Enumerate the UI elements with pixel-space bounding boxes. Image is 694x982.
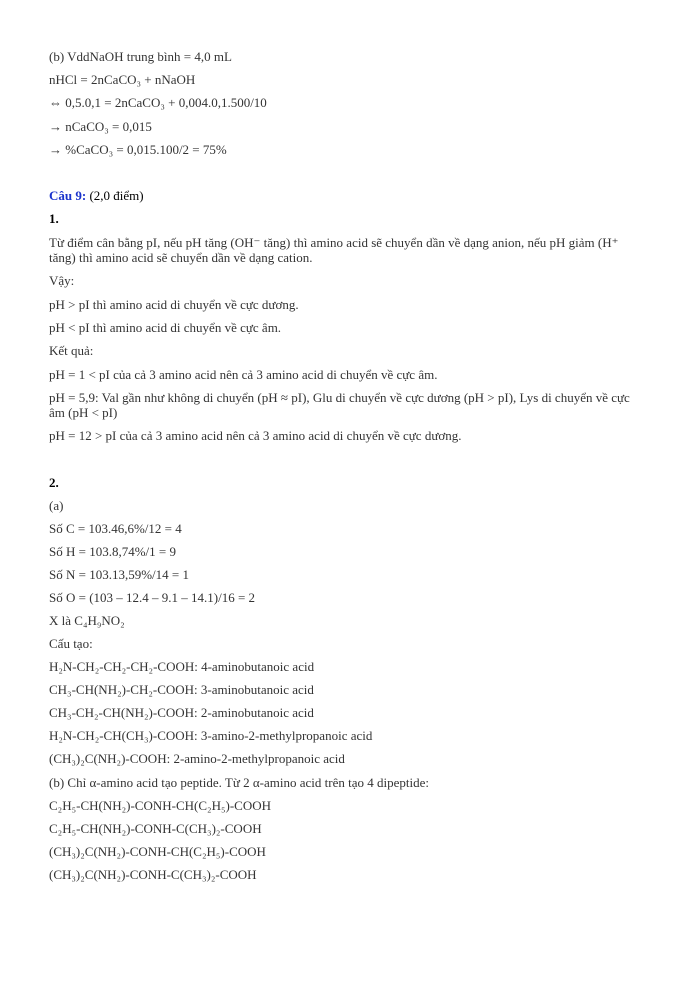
paragraph: pH = 5,9: Val gần như không di chuyển (pH ≈ pI), Glu di chuyển về cực dương (pH > pI), Lys di chuyển về cực âm (pH < pI) — [49, 390, 630, 420]
question-heading — [49, 188, 649, 204]
question-points: (2,0 điểm) — [86, 188, 144, 203]
paragraph: Từ điểm cân bằng pI, nếu pH tăng (OH⁻ tăng) thì amino acid sẽ chuyển dần về dạng anion, nếu pH giảm (H⁺ tăng) thì amino acid sẽ chuyển dần về dạng cation. — [49, 235, 619, 265]
dipeptide-line: C₂H₅-CH(NH₂)-CONH-C(CH₃)₂-COOH — [49, 821, 262, 836]
text-line: pH < pI thì amino acid di chuyển về cực âm. — [49, 320, 282, 335]
text-line: Vậy: — [49, 273, 75, 288]
text-line: X là C₄H₉NO₂ — [49, 613, 125, 628]
structure-line: H₂N-CH₂-CH₂-CH₂-COOH: 4-aminobutanoic acid — [49, 659, 315, 674]
dipeptide-line: C₂H₅-CH(NH₂)-CONH-CH(C₂H₅)-COOH — [49, 798, 271, 813]
text-line: pH = 1 < pI của cả 3 amino acid nên cả 3 amino acid di chuyển về cực âm. — [49, 367, 438, 382]
structure-line: H₂N-CH₂-CH(CH₃)-COOH: 3-amino-2-methylpropanoic acid — [49, 728, 373, 743]
text-line: (b) Chỉ α-amino acid tạo peptide. Từ 2 α-amino acid trên tạo 4 dipeptide: — [49, 775, 429, 790]
dipeptide-line: (CH₃)₂C(NH₂)-CONH-C(CH₃)₂-COOH — [49, 867, 257, 882]
text-line: nHCl = 2nCaCO₃ + nNaOH — [49, 72, 196, 87]
structure-line: (CH₃)₂C(NH₂)-COOH: 2-amino-2-methylpropanoic acid — [49, 751, 345, 766]
text-line: (a) — [49, 498, 64, 513]
text-line: Số N = 103.13,59%/14 = 1 — [49, 567, 189, 582]
text-line: → nCaCO₃ = 0,015 — [49, 119, 152, 134]
text-line: Cấu tạo: — [49, 636, 93, 651]
structure-line: CH₃-CH₂-CH(NH₂)-COOH: 2-aminobutanoic acid — [49, 705, 314, 720]
part-heading: 2. — [49, 475, 59, 490]
text-line: Số C = 103.46,6%/12 = 4 — [49, 521, 182, 536]
text-line: → %CaCO₃ = 0,015.100/2 = 75% — [49, 142, 227, 157]
text-line: Kết quả: — [49, 343, 94, 358]
structure-line: CH₃-CH(NH₂)-CH₂-COOH: 3-aminobutanoic acid — [49, 682, 314, 697]
text-line: Số H = 103.8,74%/1 = 9 — [49, 544, 176, 559]
text-line: pH > pI thì amino acid di chuyển về cực dương. — [49, 297, 299, 312]
part-heading: 1. — [49, 211, 59, 226]
dipeptide-line: (CH₃)₂C(NH₂)-CONH-CH(C₂H₅)-COOH — [49, 844, 266, 859]
text-line: Số O = (103 – 12.4 – 9.1 – 14.1)/16 = 2 — [49, 590, 256, 605]
text-line: (b) VddNaOH trung bình = 4,0 mL — [49, 49, 232, 64]
text-line: pH = 12 > pI của cả 3 amino acid nên cả 3 amino acid di chuyển về cực dương. — [49, 428, 462, 443]
question-label: Câu 9: — [49, 188, 87, 203]
text-line: ⇔ 0,5.0,1 = 2nCaCO₃ + 0,004.0,1.500/10 — [49, 95, 267, 110]
